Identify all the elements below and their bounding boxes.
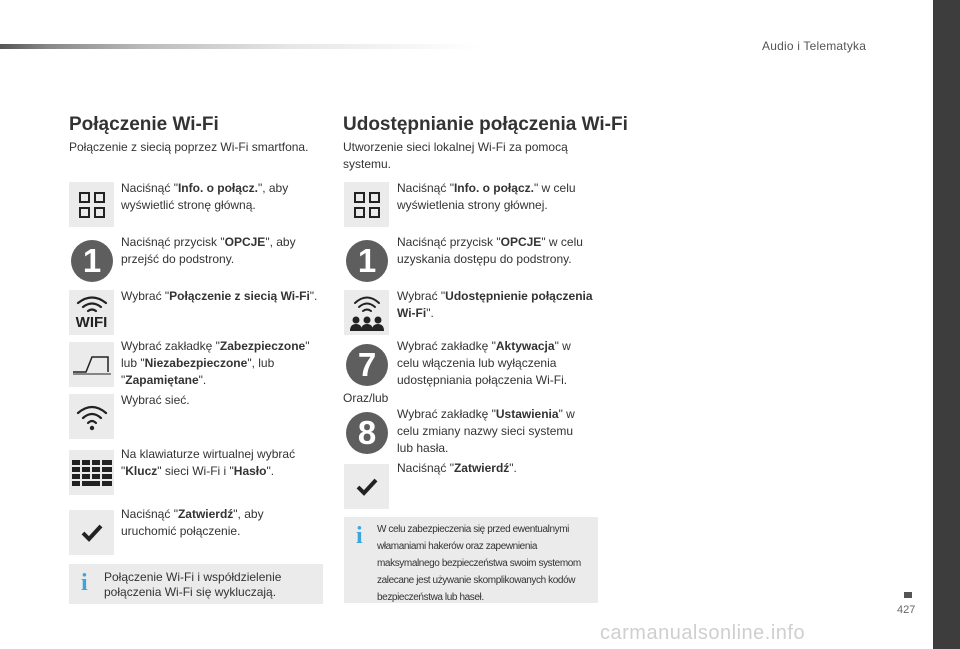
keyboard-icon (69, 450, 114, 495)
right-step-6: Naciśnąć "Zatwierdź". (397, 461, 517, 475)
right-info-box (344, 517, 598, 603)
step-number-text: 8 (357, 414, 377, 451)
step-number-text: 7 (357, 346, 377, 383)
check-icon (69, 510, 114, 555)
wifi-text-icon (69, 290, 114, 335)
info-icon: i (81, 570, 88, 596)
left-step-5: Wybrać sieć. (121, 393, 190, 407)
left-step-6: Na klawiaturze wirtualnej wybrać "Klucz" sieci Wi-Fi i "Hasło". (121, 447, 296, 478)
right-title: Udostępnianie połączenia Wi-Fi (343, 114, 628, 135)
left-step-4: Wybrać zakładkę "Zabezpieczone" lub "Niezabezpieczone", lub "Zapamiętane". (121, 339, 310, 387)
grid-icon (69, 182, 114, 227)
page-marker (904, 592, 912, 598)
right-step-5: Wybrać zakładkę "Ustawienia" w celu zmiany nazwy sieci systemu lub hasła. (397, 407, 575, 455)
right-info-text: W celu zabezpieczenia się przed ewentualnymi włamaniami hakerów oraz zapewnienia maksymalnego bezpieczeństwa swoim systemom zalecane jest używanie skomplikowanych kodów bezpieczeństwa lub haseł. (377, 524, 581, 603)
page-number: 427 (897, 604, 916, 616)
step-number-text: 1 (82, 242, 102, 279)
wifi-share-icon (344, 290, 389, 335)
right-step-1: Naciśnąć "Info. o połącz." w celu wyświetlenia strony głównej. (397, 181, 576, 212)
grid-icon-right (344, 182, 389, 227)
wifi-icon (69, 394, 114, 439)
section-title: Audio i Telematyka (762, 39, 867, 53)
left-step-7: Naciśnąć "Zatwierdź", aby uruchomić połączenie. (121, 507, 264, 538)
wifi-label: WIFI (75, 313, 108, 331)
right-step-4: Wybrać zakładkę "Aktywacja" w celu włączenia lub wyłączenia udostępniania połączenia Wi-Fi. (397, 339, 571, 387)
step-number-8 (346, 412, 388, 454)
left-info-box (69, 564, 323, 604)
step-number-1-right (346, 240, 388, 282)
header-gradient-bar (0, 44, 480, 49)
watermark: carmanualsonline.info (600, 622, 806, 644)
or-label: Oraz/lub (343, 391, 389, 405)
step-number-text: 1 (357, 242, 377, 279)
left-title: Połączenie Wi-Fi (69, 114, 219, 135)
right-intro: Utworzenie sieci lokalnej Wi-Fi za pomocą systemu. (343, 140, 568, 171)
side-tab-bar (933, 0, 960, 649)
step-number-7 (346, 344, 388, 386)
step-number-1 (71, 240, 113, 282)
right-step-2: Naciśnąć przycisk "OPCJE" w celu uzyskania dostępu do podstrony. (397, 235, 583, 266)
left-info-text: Połączenie Wi-Fi i współdzielenie połączenia Wi-Fi się wykluczają. (104, 570, 282, 599)
left-step-3: Wybrać "Połączenie z siecią Wi-Fi". (121, 289, 318, 303)
info-icon-right: i (356, 523, 363, 549)
tab-icon (69, 342, 114, 387)
left-step-1: Naciśnąć "Info. o połącz.", aby wyświetlić stronę główną. (121, 181, 289, 212)
right-step-3: Wybrać "Udostępnienie połączenia Wi-Fi". (397, 289, 593, 320)
left-step-2: Naciśnąć przycisk "OPCJE", aby przejść do podstrony. (121, 235, 296, 266)
left-intro: Połączenie z siecią poprzez Wi-Fi smartfona. (69, 140, 309, 154)
check-icon-right (344, 464, 389, 509)
